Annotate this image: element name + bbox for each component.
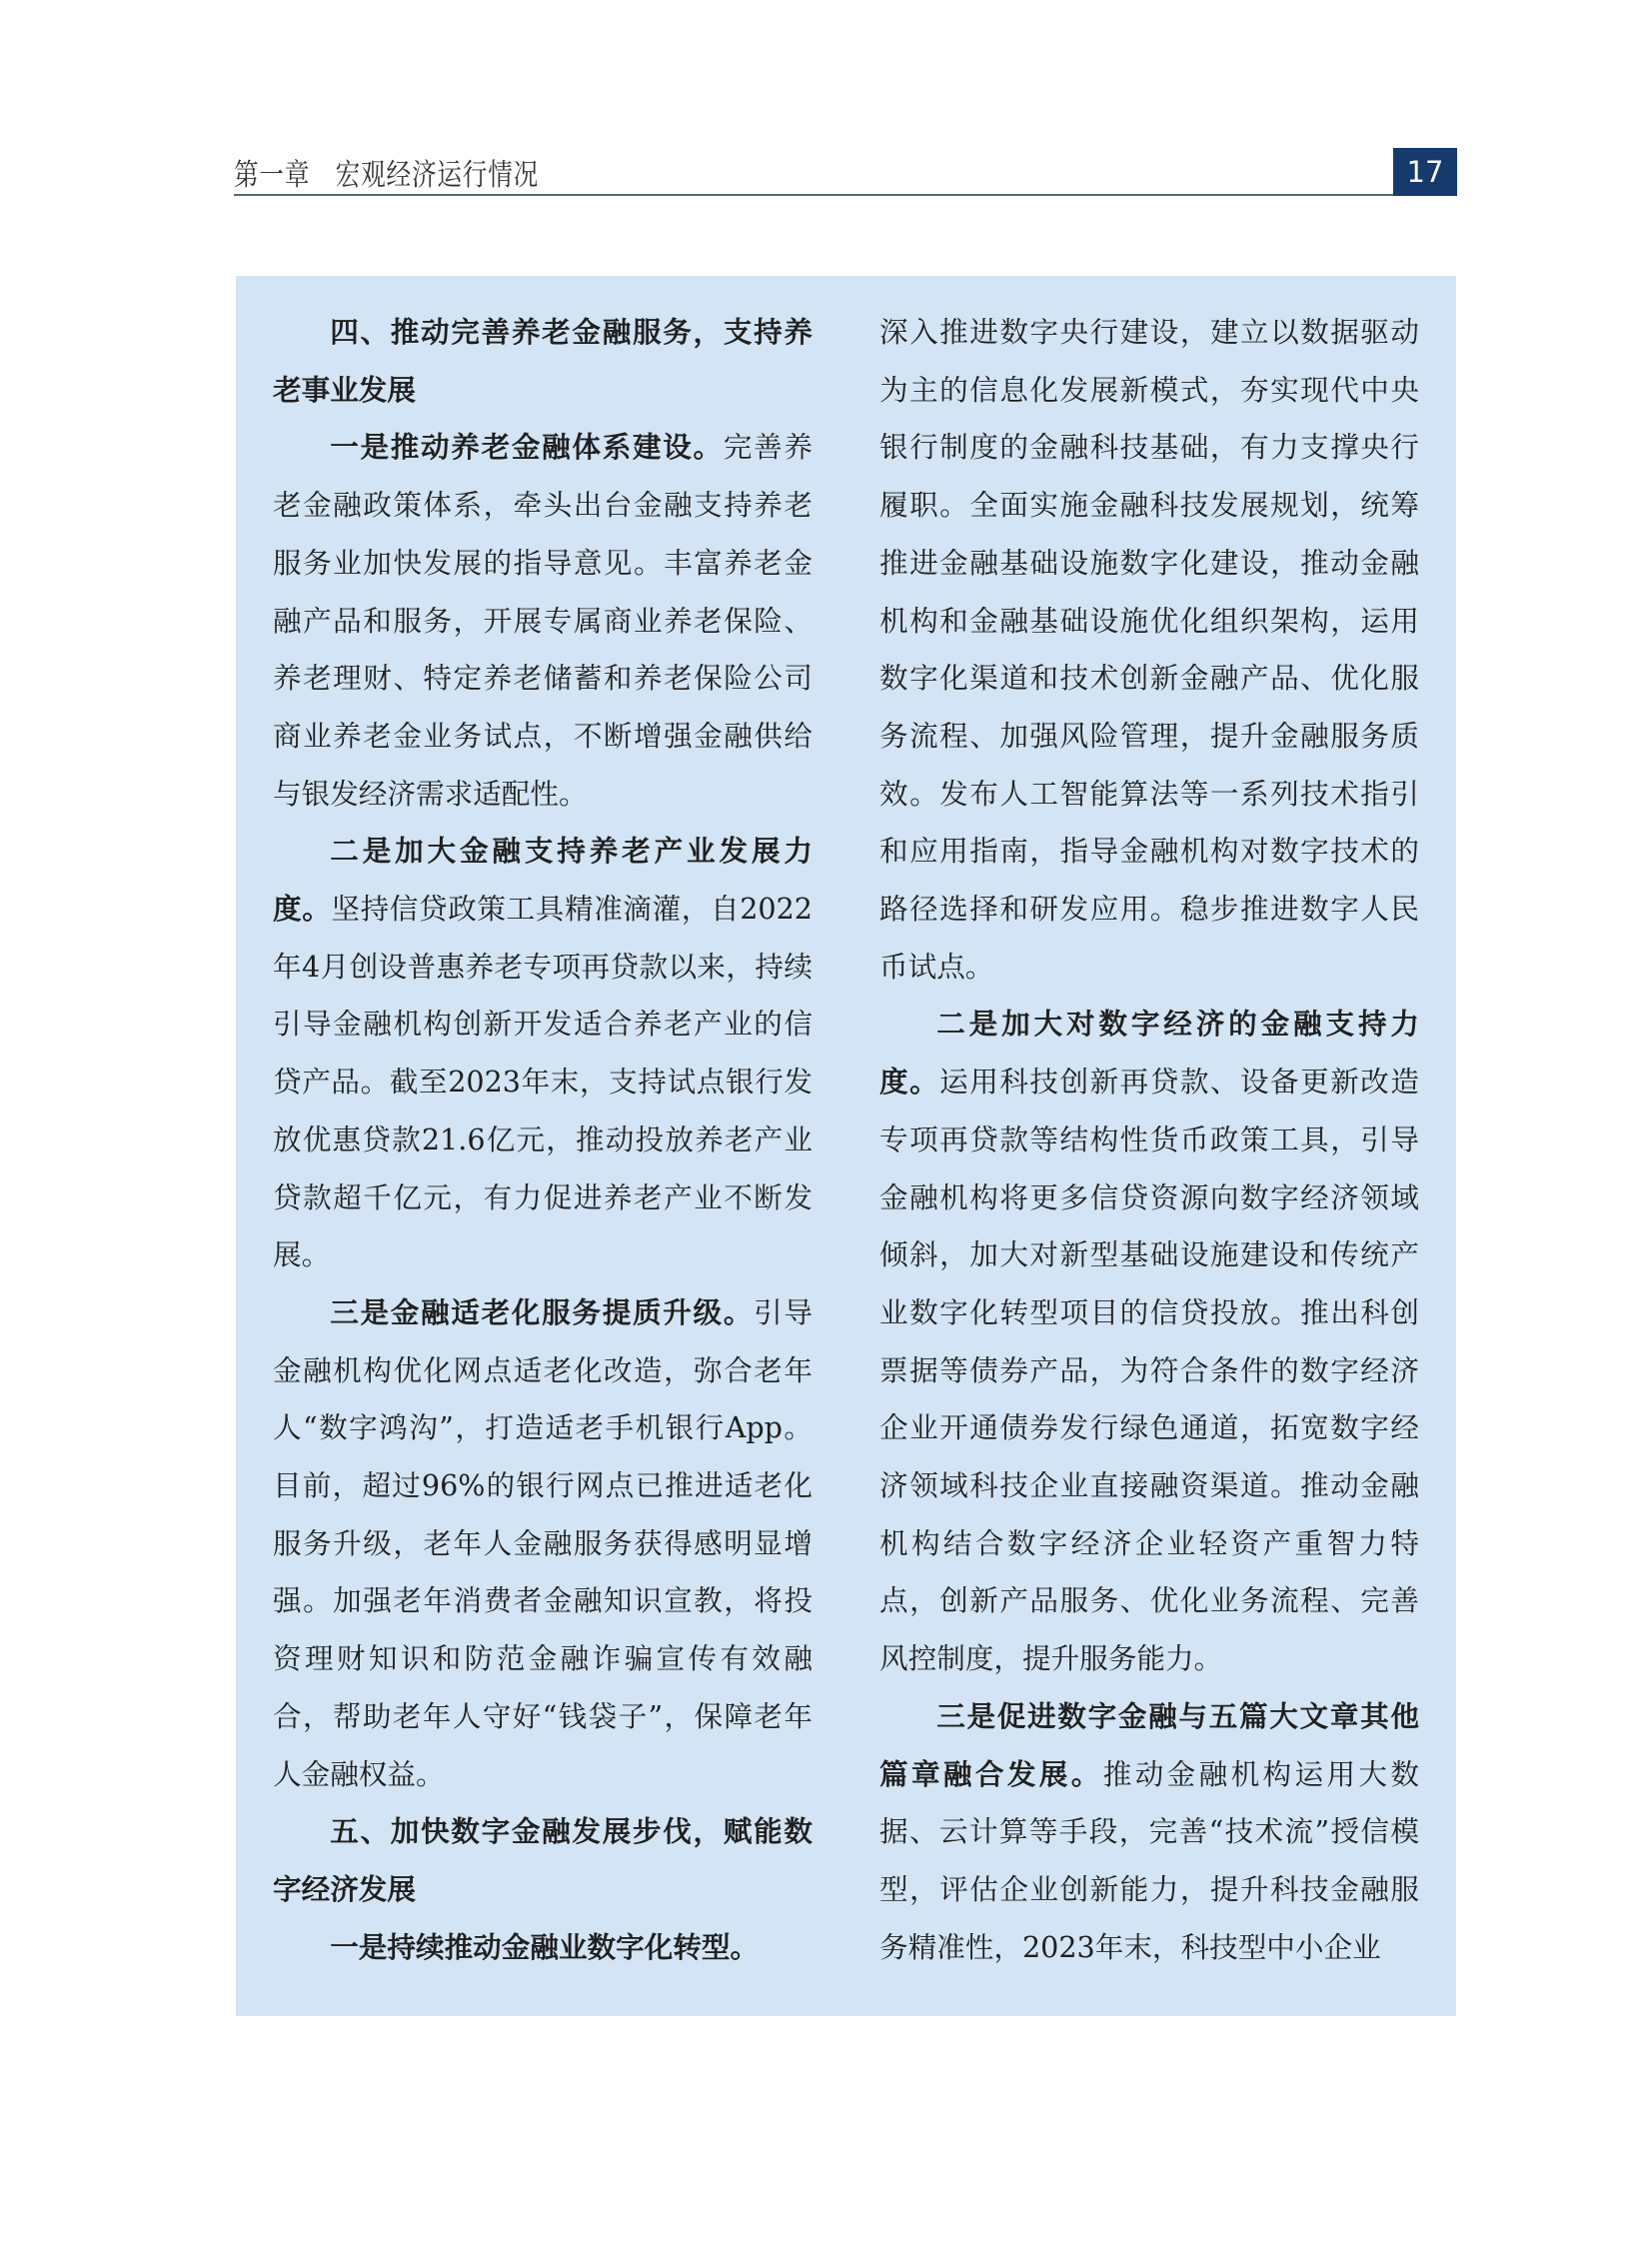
section-heading-5: 五、加快数字金融发展步伐，赋能数字经济发展 (273, 1814, 813, 1906)
chapter-title: 第一章 宏观经济运行情况 (234, 158, 540, 193)
paragraph-body: 引导金融机构优化网点适老化改造，弥合老年人“数字鸿沟”，打造适老手机银行App。目前，超过96%的银行网点已推进适老化服务升级，老年人金融服务获得感明显增强。加强老年消费者金融知识宣教，将投资理财知识和防范金融诈骗宣传有效融合，帮助老年人守好“钱袋子”，保障老年人金融权益。 (273, 1294, 813, 1791)
section-heading-4: 四、推动完善养老金融服务，支持养老事业发展 (273, 315, 813, 407)
content-box (236, 276, 1456, 2016)
header-divider (234, 194, 1393, 196)
paragraph-lead: 一是推动养老金融体系建设。 (330, 430, 724, 465)
paragraph (273, 1284, 813, 1803)
paragraph (273, 823, 813, 1284)
paragraph-lead: 三是金融适老化服务提质升级。 (330, 1294, 755, 1329)
right-column (879, 304, 1419, 1976)
paragraph-body: 运用科技创新再贷款、设备更新改造专项再贷款等结构性货币政策工具，引导金融机构将更多信贷资源向数字经济领域倾斜，加大对新型基础设施建设和传统产业数字化转型项目的信贷投放。推出科创票据等债券产品，为符合条件的数字经济企业开通债券发行绿色通道，拓宽数字经济领域科技企业直接融资渠道。推动金融机构结合数字经济企业轻资产重智力特点，创新产品服务、优化业务流程、完善风控制度，提升服务能力。 (879, 1065, 1419, 1676)
page-header (234, 140, 1457, 198)
paragraph-continued: 深入推进数字央行建设，建立以数据驱动为主的信息化发展新模式，夯实现代中央银行制度的金融科技基础，有力支撑央行履职。全面实施金融科技发展规划，统筹推进金融基础设施数字化建设，推动金融机构和金融基础设施优化组织架构，运用数字化渠道和技术创新金融产品、优化服务流程、加强风险管理，提升金融服务质效。发布人工智能算法等一系列技术指引和应用指南，指导金融机构对数字技术的路径选择和研发应用。稳步推进数字人民币试点。 (879, 315, 1419, 984)
paragraph-lead: 二是加大对数字经济的金融支持力度。 (879, 1007, 1419, 1100)
paragraph-body: 推动金融机构运用大数据、云计算等手段，完善“技术流”授信模型，评估企业创新能力，提升科技金融服务精准性，2023年末，科技型中小企业 (879, 1756, 1419, 1964)
paragraph (879, 996, 1419, 1687)
paragraph-lead: 二是加大金融支持养老产业发展力度。 (273, 834, 813, 927)
paragraph (273, 1919, 813, 1977)
paragraph (879, 1688, 1419, 1977)
paragraph-lead: 一是持续推动金融业数字化转型。 (330, 1929, 760, 1964)
page-number-badge: 17 (1393, 148, 1457, 196)
paragraph-body: 坚持信贷政策工具精准滴灌，自2022年4月创设普惠养老专项再贷款以来，持续引导金融机构创新开发适合养老产业的信贷产品。截至2023年末，支持试点银行发放优惠贷款21.6亿元，推动投放养老产业贷款超千亿元，有力促进养老产业不断发展。 (273, 892, 813, 1272)
paragraph-body: 完善养老金融政策体系，牵头出台金融支持养老服务业加快发展的指导意见。丰富养老金融产品和服务，开展专属商业养老保险、养老理财、特定养老储蓄和养老保险公司商业养老金业务试点，不断增强金融供给与银发经济需求适配性。 (273, 430, 813, 811)
paragraph (273, 419, 813, 823)
paragraph-lead: 三是促进数字金融与五篇大文章其他篇章融合发展。 (879, 1698, 1419, 1791)
left-column (273, 304, 813, 1976)
